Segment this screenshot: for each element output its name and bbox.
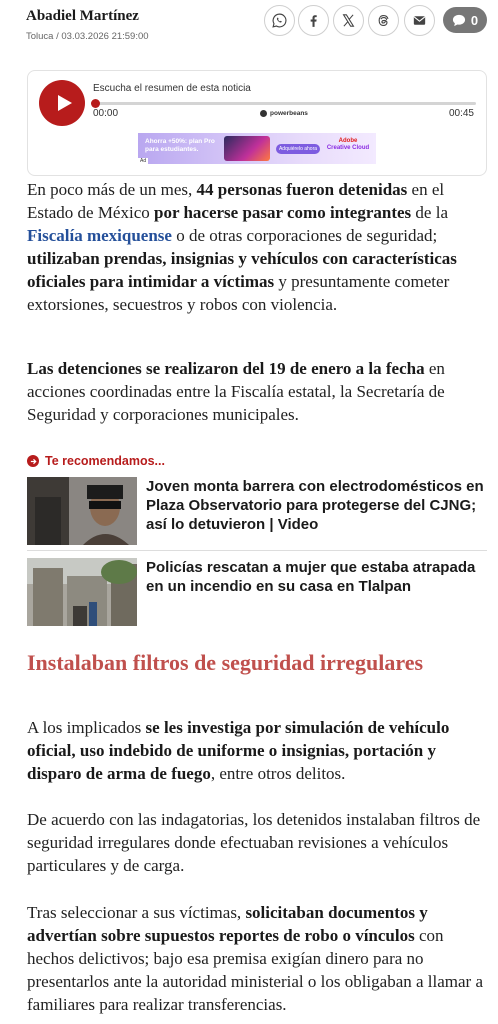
whatsapp-icon xyxy=(271,12,288,29)
share-whatsapp-button[interactable] xyxy=(264,5,295,36)
powerbeans-icon xyxy=(260,110,267,117)
powerbeans-logo xyxy=(260,110,308,117)
recommended-title[interactable]: Policías rescatan a mujer que estaba atrapada en un incendio en su casa en Tlalpan xyxy=(146,559,476,595)
ad-logo-line1: Adobe xyxy=(338,138,358,144)
article-paragraph-1: En poco más de un mes, 44 personas fueron detenidas en el Estado de México por hacerse pasar como integrantes de la Fiscalía mexiquense o de otras corporaciones de seguridad; utilizaban prendas, insignias y vehículos con características oficiales para intimidar a víctimas y presuntamente cometer extorsiones, secuestros y robos con violencia. xyxy=(27,180,457,314)
ad-logo-line2: Creative Cloud xyxy=(326,145,370,151)
article-paragraph-5: Tras seleccionar a sus víctimas, solicitaban documentos y advertían sobre supuestos reportes de robo o vínculos con hechos delictivos; bajo esa premisa exigían dinero para no presentarlos ante la autoridad ministerial o los obligaban a llamar a familiares para realizar transferencias. xyxy=(27,903,484,1014)
article-paragraph-4: De acuerdo con las indagatorias, los detenidos instalaban filtros de seguridad irregulares donde efectuaban revisiones a vehículos particulares y de carga. xyxy=(27,810,481,875)
share-facebook-button[interactable] xyxy=(298,5,329,36)
recommended-heading xyxy=(27,454,165,468)
player-title: Escucha el resumen de esta noticia xyxy=(93,83,251,94)
author-name[interactable]: Abadiel Martínez xyxy=(26,8,139,24)
progress-slider[interactable] xyxy=(94,102,476,105)
ad-cta-button[interactable]: Adquiérelo ahora xyxy=(276,144,320,154)
adobe-logo xyxy=(326,138,370,152)
powerbeans-label: powerbeans xyxy=(270,110,308,117)
comment-bubble-icon xyxy=(452,14,466,27)
fiscalia-link[interactable]: Fiscalía mexiquense xyxy=(27,226,172,245)
progress-knob[interactable] xyxy=(91,99,100,108)
ad-headline: Ahorra +50%: plan Pro para estudiantes. xyxy=(145,138,215,153)
play-icon xyxy=(55,94,73,112)
ad-banner[interactable] xyxy=(138,133,376,164)
recommended-thumbnail[interactable] xyxy=(27,558,137,626)
comments-button[interactable] xyxy=(443,7,487,33)
share-email-button[interactable] xyxy=(404,5,435,36)
recommended-thumbnail[interactable] xyxy=(27,477,137,545)
ad-choices-tag[interactable]: Ad xyxy=(140,158,147,164)
share-threads-button[interactable] xyxy=(368,5,399,36)
facebook-icon xyxy=(305,12,322,29)
article-paragraph-3: A los implicados se les investiga por simulación de vehículo oficial, uso indebido de uniforme o insignias, portación y disparo de arma de fuego, entre otros delitos. xyxy=(27,718,450,783)
x-icon xyxy=(340,12,357,29)
audio-summary-player xyxy=(27,70,487,176)
ad-image xyxy=(224,136,270,161)
article-paragraph-2: Las detenciones se realizaron del 19 de enero a la fecha en acciones coordinadas entre la Fiscalía estatal, la Secretaría de Seguridad y corporaciones municipales. xyxy=(27,359,445,424)
share-x-button[interactable] xyxy=(333,5,364,36)
article-header xyxy=(0,0,498,56)
play-button[interactable] xyxy=(39,80,85,126)
arrow-right-icon xyxy=(27,455,39,467)
recommended-label: Te recomendamos... xyxy=(45,454,165,468)
recommended-title[interactable]: Joven monta barrera con electrodomésticos en Plaza Observatorio para protegerse del CJNG; así lo detuvieron | Video xyxy=(146,478,484,533)
recommended-item[interactable] xyxy=(27,477,487,551)
recommended-item[interactable] xyxy=(27,558,487,628)
threads-icon xyxy=(375,12,392,29)
dateline: Toluca / 03.03.2026 21:59:00 xyxy=(26,31,149,42)
section-heading: Instalaban filtros de seguridad irregulares xyxy=(27,650,424,675)
comments-count: 0 xyxy=(470,12,479,28)
current-time: 00:00 xyxy=(93,108,119,119)
email-icon xyxy=(411,12,428,29)
total-time: 00:45 xyxy=(448,108,474,119)
